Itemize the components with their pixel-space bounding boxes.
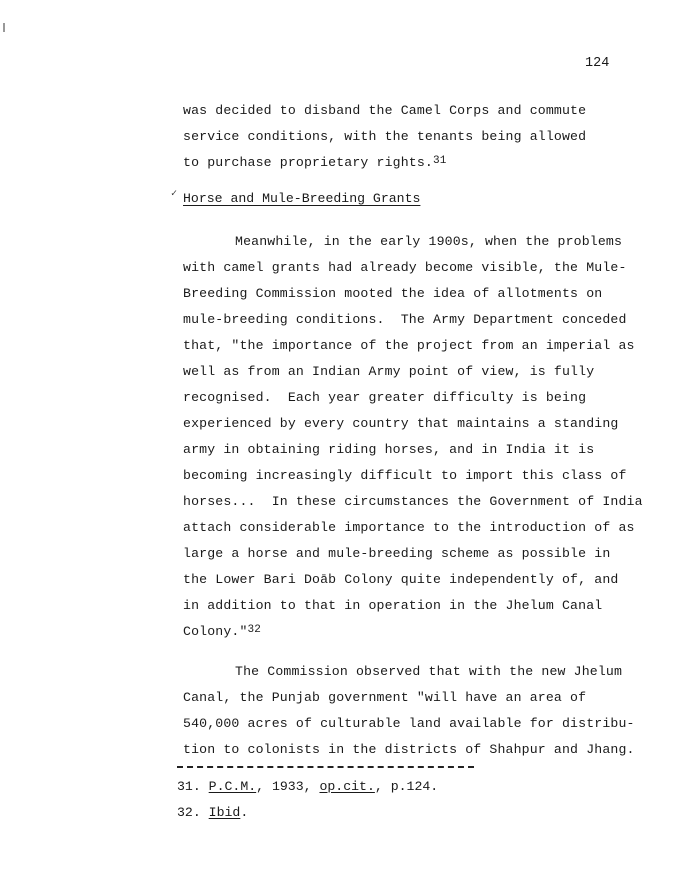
footnote-32 — [177, 805, 248, 820]
text-line: well as from an Indian Army point of view, is fully — [183, 364, 595, 379]
text-line — [183, 624, 261, 639]
text-line — [183, 155, 447, 170]
text-line: was decided to disband the Camel Corps and commute — [183, 103, 587, 118]
text-line-content: Colony." — [183, 624, 248, 639]
text-line: large a horse and mule-breeding scheme as possible in — [183, 546, 611, 561]
text-line-content: to purchase proprietary rights. — [183, 155, 433, 170]
text-line: attach considerable importance to the introduction of as — [183, 520, 635, 535]
footnote-source: Ibid — [208, 805, 241, 820]
text-line: mule-breeding conditions. The Army Department conceded — [183, 312, 627, 327]
footnote-citation: op.cit. — [319, 779, 375, 794]
text-line: Meanwhile, in the early 1900s, when the problems — [235, 234, 623, 249]
text-line: that, "the importance of the project from an imperial as — [183, 338, 635, 353]
footnote-ref: 31 — [432, 155, 447, 167]
text-line: horses... In these circumstances the Government of India — [183, 494, 643, 509]
text-line: The Commission observed that with the new Jhelum — [235, 664, 623, 679]
text-line: army in obtaining riding horses, and in India it is — [183, 442, 595, 457]
footnote-text: , 1933, — [256, 779, 320, 794]
section-heading: Horse and Mule-Breeding Grants — [183, 191, 421, 206]
footnote-source: P.C.M. — [208, 779, 257, 794]
text-line: tion to colonists in the districts of Shahpur and Jhang. — [183, 742, 635, 757]
footnote-separator — [177, 766, 474, 768]
text-line: with camel grants had already become visible, the Mule- — [183, 260, 627, 275]
text-line: becoming increasingly difficult to import this class of — [183, 468, 627, 483]
text-line: in addition to that in operation in the Jhelum Canal — [183, 598, 603, 613]
footnote-31 — [177, 779, 438, 794]
text-line: Breeding Commission mooted the idea of allotments on — [183, 286, 603, 301]
scan-artifact — [3, 23, 5, 32]
text-line: the Lower Bari Doāb Colony quite independently of, and — [183, 572, 619, 587]
text-line: service conditions, with the tenants being allowed — [183, 129, 587, 144]
text-line: recognised. Each year greater difficulty is being — [183, 390, 587, 405]
text-line: 540,000 acres of culturable land available for distribu- — [183, 716, 635, 731]
footnote-text: . — [240, 805, 249, 820]
footnote-text: , p.124. — [374, 779, 439, 794]
text-line: experienced by every country that maintains a standing — [183, 416, 619, 431]
checkmark-icon: ✓ — [171, 189, 178, 200]
page-number: 124 — [585, 56, 610, 71]
footnote-number: 32. — [177, 805, 201, 820]
footnote-number: 31. — [177, 779, 201, 794]
text-line: Canal, the Punjab government "will have an area of — [183, 690, 587, 705]
footnote-ref: 32 — [247, 624, 262, 636]
